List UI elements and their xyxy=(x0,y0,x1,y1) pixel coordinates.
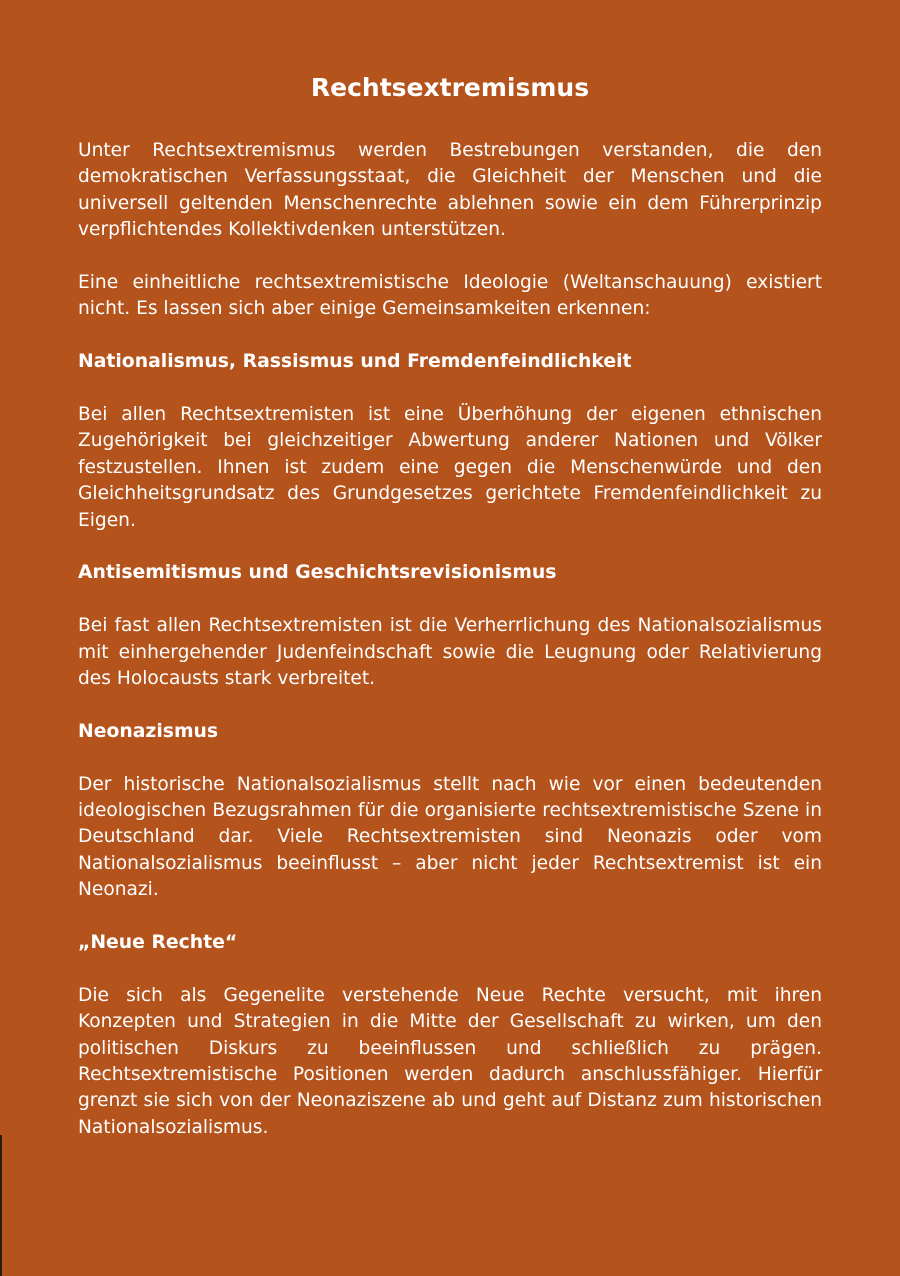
paragraph-gap xyxy=(78,534,822,560)
paragraph-gap xyxy=(78,904,822,930)
page-edge-line xyxy=(0,1135,2,1276)
section-text: Die sich als Gegenelite verstehende Neue Rechte versucht, mit ihren Konzepten und Strategien in die Mitte der Gesellschaft zu wirken, um den politischen Diskurs zu beeinflussen und schließlich zu prägen. Rechtsextremistische Positionen werden dadurch anschlussfähiger. Hierfür grenzt sie sich von der Neonaziszene ab und geht auf Distanz zum historischen Nationalsozialismus. xyxy=(78,984,822,1138)
section-heading: Antisemitismus und Geschichtsrevisionismus xyxy=(78,562,557,584)
paragraph-gap xyxy=(78,692,822,718)
paragraph-gap xyxy=(78,376,822,402)
paragraph-gap xyxy=(78,587,822,613)
section-heading: „Neue Rechte“ xyxy=(78,932,238,954)
section-text: Bei allen Rechtsextremisten ist eine Überhöhung der eigenen ethnischen Zugehörigkeit bei gleichzeitiger Abwertung anderer Nationen und Völker festzustellen. Ihnen ist zudem eine gegen die Menschenwürde und den Gleichheitsgrundsatz des Grundgesetzes gerichtete Fremdenfeindlichkeit zu Eigen. xyxy=(78,404,822,531)
section-text: Bei fast allen Rechtsextremisten ist die Verherrlichung des Nationalsozialismus mit einhergehender Judenfeindschaft sowie die Leugnung oder Relativierung des Holocausts stark verbreitet. xyxy=(78,615,822,690)
paragraph-gap xyxy=(78,745,822,771)
intro-paragraph: Unter Rechtsextremismus werden Bestrebungen verstanden, die den demokratischen Verfassungsstaat, die Gleichheit der Menschen und die universell geltenden Menschenrechte ablehnen sowie ein dem Führerprinzip verpflichtendes Kollektivdenken unterstützen. xyxy=(78,140,822,241)
paragraph-gap xyxy=(78,244,822,270)
paragraph-gap xyxy=(78,323,822,349)
section-heading: Neonazismus xyxy=(78,720,219,742)
document-body xyxy=(78,68,822,1141)
paragraph-gap xyxy=(78,956,822,982)
section-heading: Nationalismus, Rassismus und Fremdenfeindlichkeit xyxy=(78,351,632,373)
intro-paragraph: Eine einheitliche rechtsextremistische Ideologie (Weltanschauung) existiert nicht. Es lassen sich aber einige Gemeinsamkeiten erkennen: xyxy=(78,272,822,320)
section-text: Der historische Nationalsozialismus stellt nach wie vor einen bedeutenden ideologischen Bezugsrahmen für die organisierte rechtsextremistische Szene in Deutschland dar. Viele Rechtsextremisten sind Neonazis oder vom Nationalsozialismus beeinflusst – aber nicht jeder Rechtsextremist ist ein Neonazi. xyxy=(78,773,822,901)
page-title: Rechtsextremismus xyxy=(310,73,590,102)
